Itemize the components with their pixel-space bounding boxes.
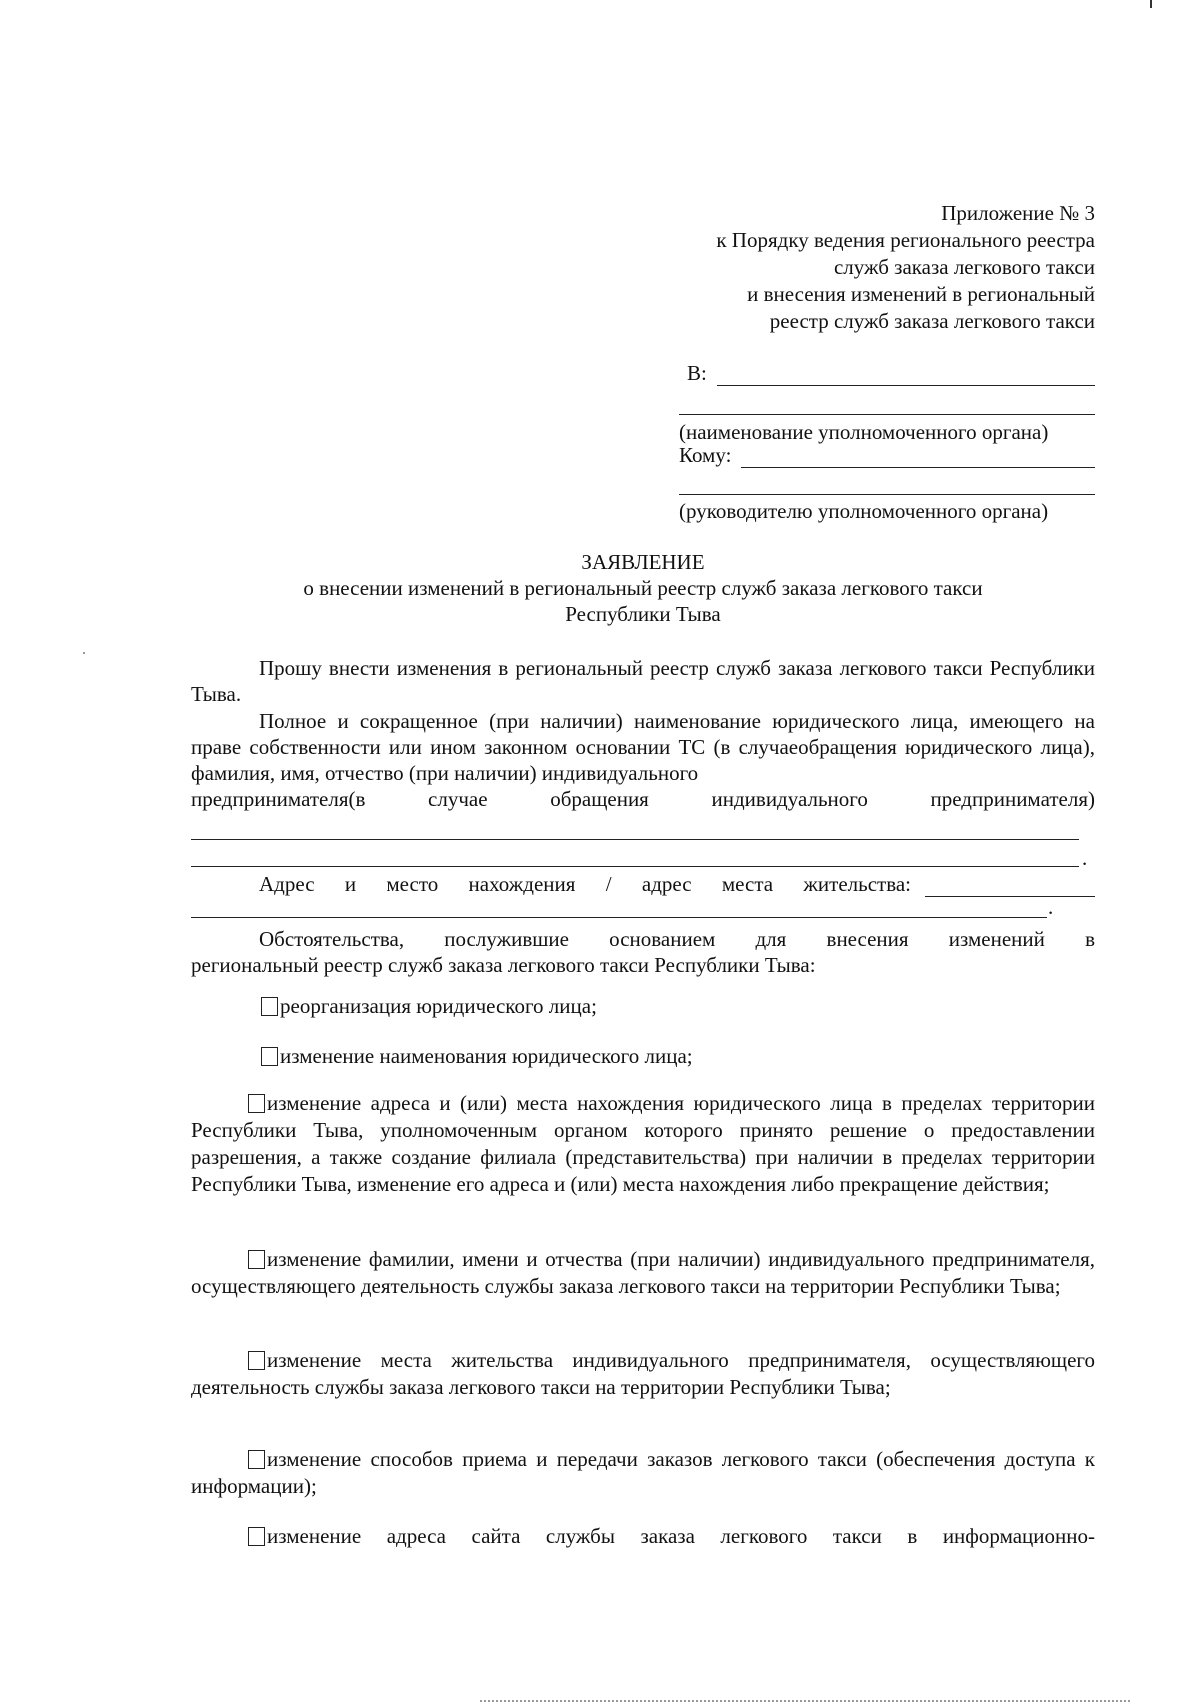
appendix-line: и внесения изменений в региональный [747, 282, 1095, 306]
to-second-blank-line[interactable] [679, 414, 1095, 415]
request-paragraph: Прошу внести изменения в региональный реестр служб заказа легкового такси Республики Тыва. [191, 656, 1095, 706]
option-item[interactable] [191, 1446, 1095, 1500]
title-subtitle: Республики Тыва [565, 602, 721, 626]
option-text: изменение наименования юридического лица; [280, 1044, 693, 1068]
scan-artifact-dot [83, 652, 85, 654]
option-text: реорганизация юридического лица; [280, 994, 597, 1018]
address-second-blank-line[interactable] [191, 917, 1047, 918]
option-text: изменение адреса сайта службы заказа легкового такси в информационно- [267, 1524, 1095, 1548]
scan-artifact-bottom [480, 1700, 1130, 1705]
option-checkbox[interactable] [248, 1351, 265, 1370]
applicant-name-blank-line-2[interactable] [191, 866, 1079, 867]
option-item[interactable] [191, 1043, 1095, 1070]
appendix-header [655, 200, 1095, 335]
option-text: изменение адреса и (или) места нахождения юридического лица в пределах территории Республики Тыва, уполномоченным органом которого принято решение о предоставлении разрешения, а также создание филиала (представительства) при наличии в пределах территории Республики Тыва, изменение его адреса и (или) места нахождения либо прекращение действия; [191, 1091, 1095, 1196]
grounds-paragraph-end: региональный реестр служб заказа легкового такси Республики Тыва: [191, 953, 816, 977]
applicant-name-paragraph-end: предпринимателя(в случае обращения индивидуального предпринимателя) [191, 787, 1095, 811]
option-item[interactable] [191, 993, 1095, 1020]
option-text: изменение фамилии, имени и отчества (при наличии) индивидуального предпринимателя, осуществляющего деятельность службы заказа легкового такси на территории Республики Тыва; [191, 1247, 1095, 1298]
applicant-name-paragraph: Полное и сокращенное (при наличии) наименование юридического лица, имеющего на праве собственности или ином законном основании ТС (в случаеобращения юридического лица), фамилия, имя, отчество (при наличии) индивидуального [191, 709, 1095, 785]
option-checkbox[interactable] [261, 1047, 278, 1066]
line-end-dot: . [1082, 846, 1088, 870]
option-item[interactable] [191, 1090, 1095, 1198]
to-label: В: [687, 361, 707, 385]
title-heading: ЗАЯВЛЕНИЕ [581, 550, 705, 574]
address-blank-line[interactable] [925, 876, 1095, 897]
whom-second-blank-line[interactable] [679, 494, 1095, 495]
address-block [191, 871, 1095, 897]
option-item[interactable] [191, 1523, 1095, 1550]
applicant-name-block [191, 708, 1095, 812]
grounds-block [191, 926, 1095, 978]
appendix-line: служб заказа легкового такси [833, 255, 1095, 279]
whom-blank-line[interactable] [741, 447, 1095, 468]
option-checkbox[interactable] [248, 1450, 265, 1469]
option-text: изменение места жительства индивидуального предпринимателя, осуществляющего деятельность службы заказа легкового такси на территории Республики Тыва; [191, 1348, 1095, 1399]
appendix-line: к Порядку ведения регионального реестра [716, 228, 1095, 252]
appendix-line: Приложение № 3 [941, 201, 1095, 225]
to-blank-line[interactable] [717, 365, 1095, 386]
address-label: Адрес и место нахождения / адрес места жительства: [259, 872, 911, 896]
to-caption: (наименование уполномоченного органа) [679, 420, 1049, 444]
document-title [191, 549, 1095, 627]
option-checkbox[interactable] [248, 1094, 265, 1113]
option-item[interactable] [191, 1246, 1095, 1300]
line-end-dot: . [1048, 895, 1054, 919]
option-checkbox[interactable] [261, 997, 278, 1016]
scan-artifact [1150, 0, 1152, 8]
title-subtitle: о внесении изменений в региональный реестр служб заказа легкового такси [303, 576, 983, 600]
option-text: изменение способов приема и передачи заказов легкового такси (обеспечения доступа к информации); [191, 1447, 1095, 1498]
to-field[interactable] [679, 358, 1095, 386]
whom-field[interactable] [679, 440, 1095, 468]
whom-label: Кому: [679, 443, 732, 467]
request-paragraph-block [191, 655, 1095, 707]
option-checkbox[interactable] [248, 1527, 265, 1546]
whom-caption: (руководителю уполномоченного органа) [679, 499, 1049, 523]
option-item[interactable] [191, 1347, 1095, 1401]
appendix-line: реестр служб заказа легкового такси [769, 309, 1095, 333]
applicant-name-blank-line-1[interactable] [191, 839, 1079, 840]
option-checkbox[interactable] [248, 1250, 265, 1269]
addressee-block [679, 358, 1095, 523]
grounds-paragraph: Обстоятельства, послужившие основанием для внесения изменений в [259, 927, 1095, 951]
